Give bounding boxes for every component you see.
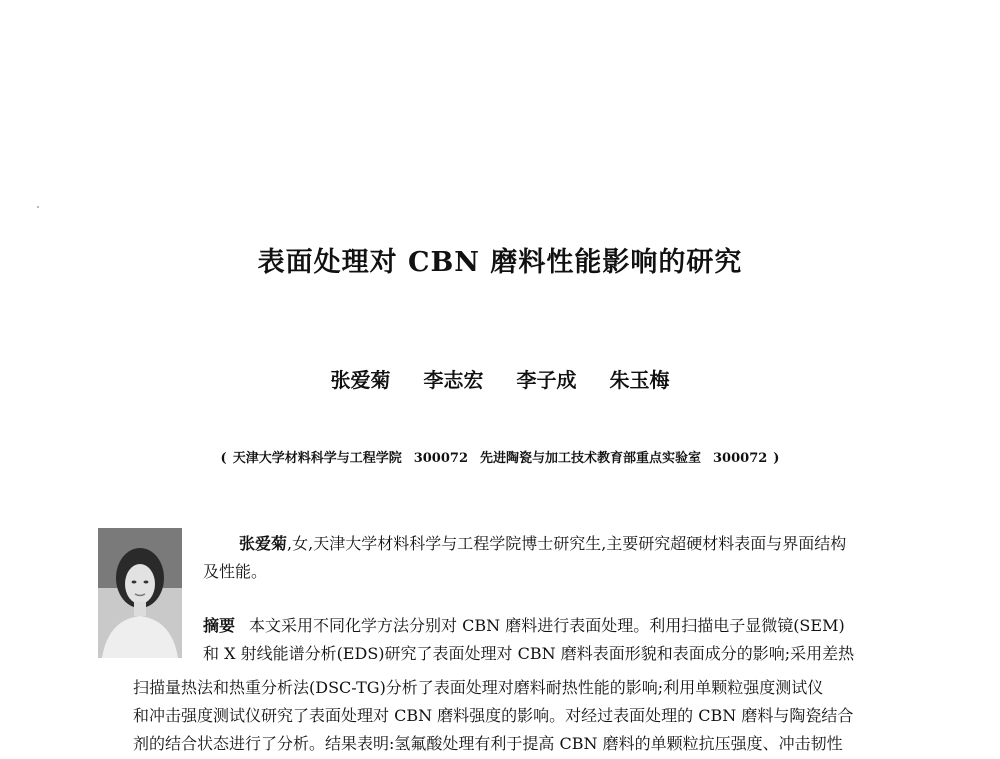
abstract-line: 和冲击强度测试仪研究了表面处理对 CBN 磨料强度的影响。对经过表面处理的 CBN 磨料与陶瓷结合 — [133, 706, 854, 725]
abstract-line: 和 X 射线能谱分析(EDS)研究了表面处理对 CBN 磨料表面形貌和表面成分的影响;采用差热 — [203, 644, 855, 663]
affiliation-close-paren: ) — [773, 451, 780, 466]
affiliation-school-code: 300072 — [413, 451, 468, 466]
author-name: 张爱菊 — [330, 368, 391, 392]
affiliation-lab: 先进陶瓷与加工技术教育部重点实验室 — [480, 451, 702, 466]
author-name: 李子成 — [516, 368, 577, 392]
affiliation-school: 天津大学材料科学与工程学院 — [232, 451, 402, 466]
paper-title: 表面处理对 CBN 磨料性能影响的研究 — [257, 247, 743, 278]
abstract-label: 摘要 — [203, 616, 236, 635]
author-bio — [203, 530, 923, 586]
abstract-line: 剂的结合状态进行了分析。结果表明:氢氟酸处理有利于提高 CBN 磨料的单颗粒抗压强度、冲击韧性 — [133, 734, 843, 753]
author-name: 朱玉梅 — [609, 368, 670, 392]
bio-name: 张爱菊 — [239, 534, 288, 553]
affiliation-open-paren: ( — [220, 451, 227, 466]
affiliation — [0, 447, 1000, 466]
bio-text: ,女,天津大学材料科学与工程学院博士研究生,主要研究超硬材料表面与界面结构 — [287, 534, 847, 553]
abstract-text: 本文采用不同化学方法分别对 CBN 磨料进行表面处理。利用扫描电子显微镜(SEM) — [249, 616, 845, 635]
author-portrait-image — [98, 528, 182, 658]
author-name: 李志宏 — [423, 368, 484, 392]
bio-text-continued: 及性能。 — [203, 562, 268, 581]
abstract-line: 扫描量热法和热重分析法(DSC-TG)分析了表面处理对磨料耐热性能的影响;利用单颗粒强度测试仪 — [133, 678, 824, 697]
author-photo — [98, 528, 182, 658]
author-list — [0, 364, 1000, 393]
abstract-line — [203, 612, 845, 640]
affiliation-lab-code: 300072 — [713, 451, 768, 466]
scan-speck — [37, 206, 39, 208]
